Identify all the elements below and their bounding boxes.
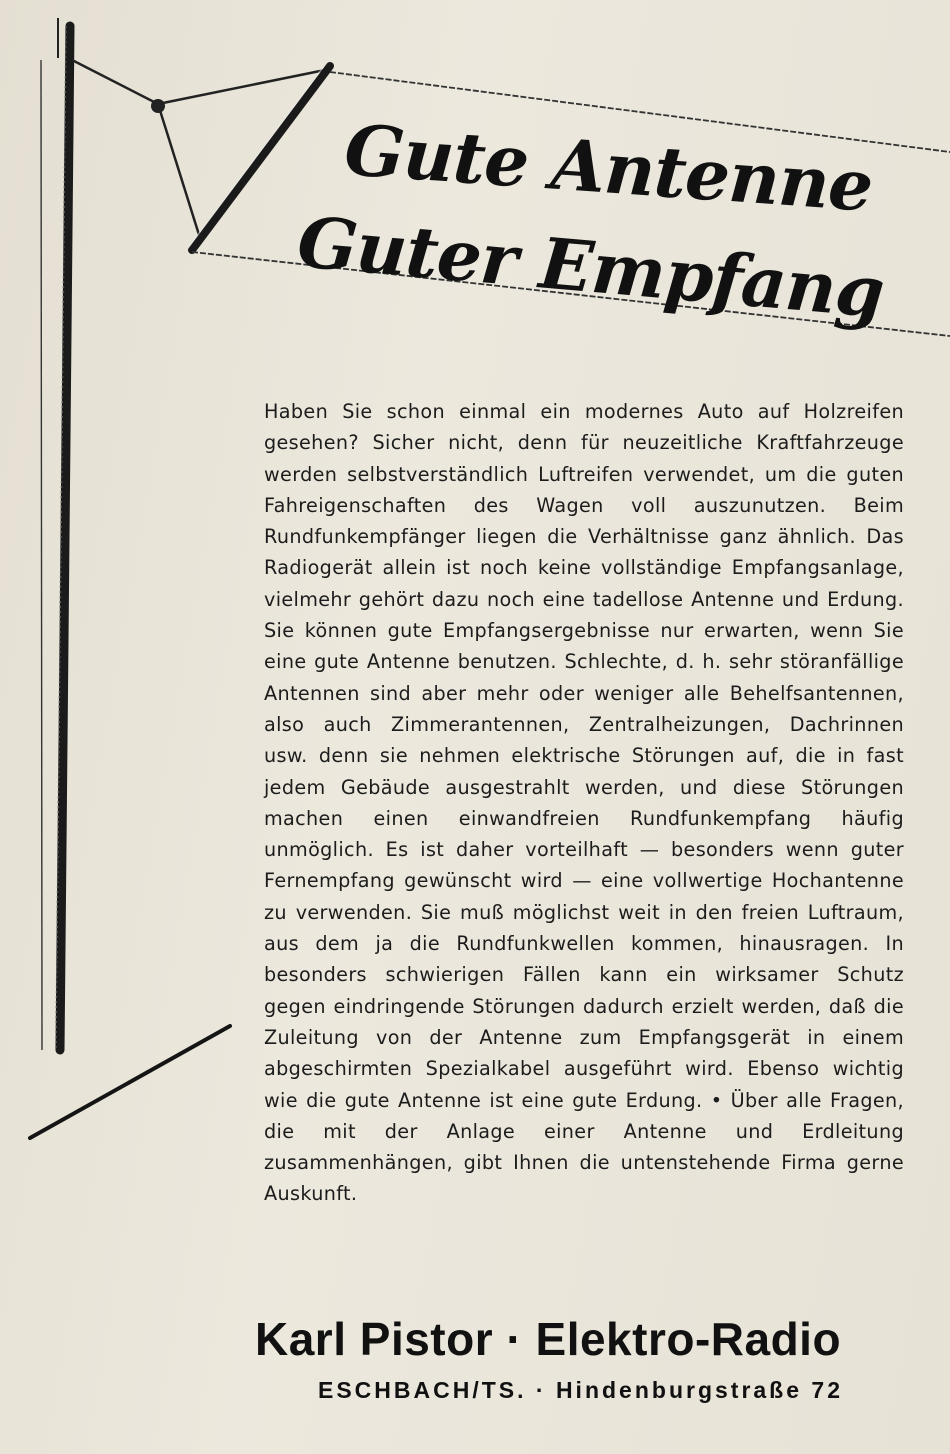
body-paragraph: Haben Sie schon einmal ein modernes Auto auf Holzreifen gesehen? Sicher nicht, denn für neuzeitliche Kraftfahrzeuge werden selbstverständlich Luftreifen verwendet, um die guten Fahreigenschaften des Wagen voll auszunutzen. Beim Rundfunkempfänger liegen die Verhältnisse ganz ähnlich. Das Radiogerät allein ist noch keine vollständige Empfangsanlage, vielmehr gehört dazu noch eine tadellose Antenne und Erdung. Sie können gute Empfangsergebnisse nur erwarten, wenn Sie eine gute Antenne benutzen. Schlechte, d. h. sehr störanfällige Antennen sind aber mehr oder weniger alle Behelfsantennen, also auch Zimmerantennen, Zentralheizungen, Dachrinnen usw. denn sie nehmen elektrische Störungen auf, die in fast jedem Gebäude ausgestrahlt werden, und diese Störungen machen einen einwandfreien Rundfunkempfang häufig unmöglich. Es ist daher vorteilhaft — besonders wenn guter Fernempfang gewünscht wird — eine vollwertige Hochantenne zu verwenden. Sie muß möglichst weit in den freien Luftraum, aus dem ja die Rundfunkwellen kommen, hinausragen. In besonders schwierigen Fällen kann ein wirksamer Schutz gegen eindringende Störungen dadurch erzielt werden, daß die Zuleitung von der Antenne zum Empfangsgerät in einem abgeschirmten Spezialkabel ausgeführt wird. Ebenso wichtig wie die gute Antenne ist eine gute Erdung. • Über alle Fragen, die mit der Anlage einer Antenne und Erdleitung zusammenhängen, gibt Ihnen die untenstehende Firma gerne Auskunft.: [264, 400, 904, 1206]
guy-wire-top: [72, 60, 158, 104]
firm-name: Karl Pistor · Elektro-Radio: [255, 1313, 842, 1365]
antenna-mast-pole: [60, 26, 70, 1050]
guy-wire-spreader-low: [158, 104, 200, 238]
insulator-knot: [151, 99, 165, 113]
firm-address: ESCHBACH/TS. · Hindenburgstraße 72: [318, 1377, 843, 1403]
headline-line-1: Gute Antenne: [342, 108, 875, 228]
headline-line-2: Guter Empfang: [294, 200, 887, 335]
